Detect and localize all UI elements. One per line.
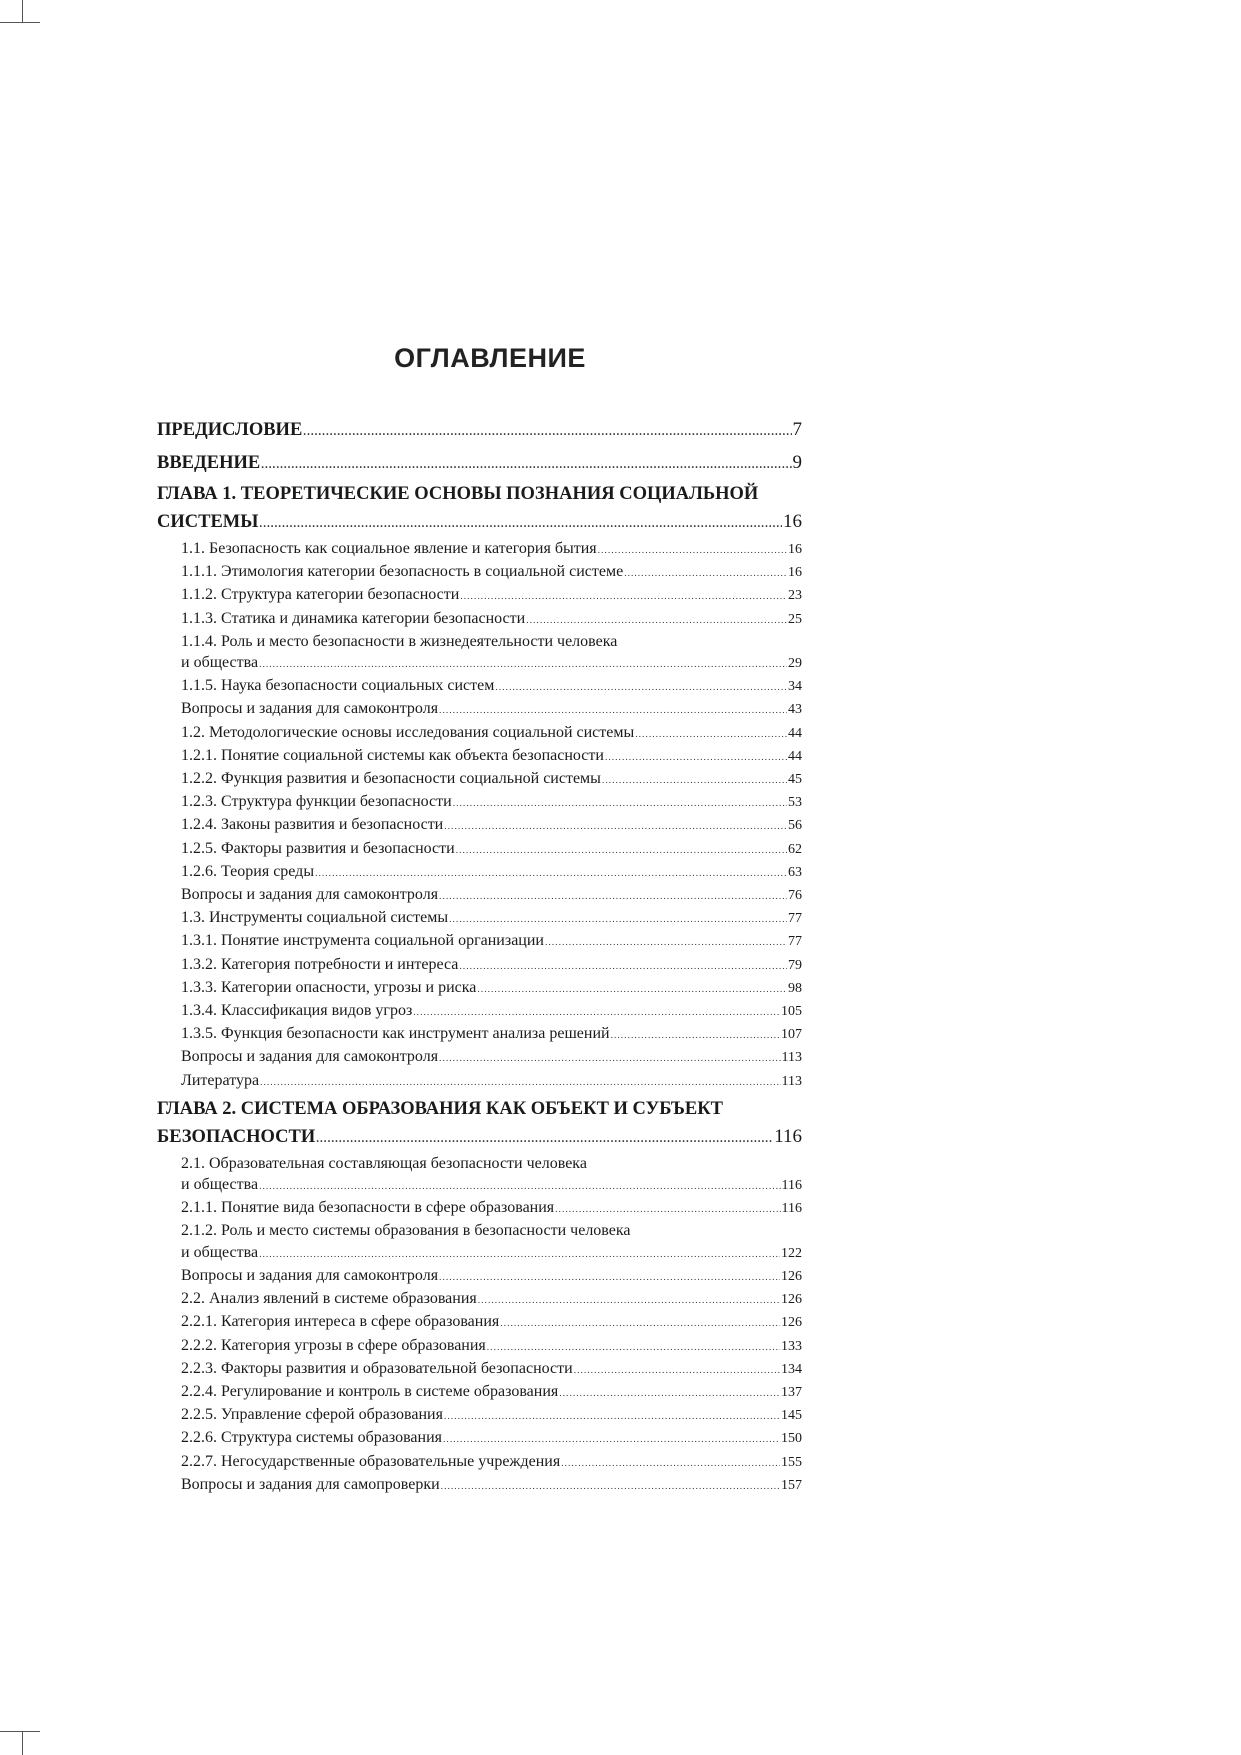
- dot-leader: [259, 1244, 780, 1265]
- toc-entry-title: 1.2.1. Понятие социальной системы как объекта безопасности: [181, 746, 604, 764]
- toc-entry-page-number: 23: [788, 588, 802, 604]
- dot-leader: [605, 747, 787, 768]
- dot-leader: [444, 816, 787, 837]
- dot-leader: [574, 1360, 780, 1381]
- toc-entry-title: 2.2. Анализ явлений в системе образования: [181, 1290, 477, 1308]
- toc-entry-page-number: 133: [781, 1338, 802, 1354]
- dot-leader: [635, 724, 787, 745]
- toc-section-entry[interactable]: [157, 698, 802, 721]
- crop-mark: [0, 22, 40, 23]
- toc-entry-title: 1.2.4. Законы развития и безопасности: [181, 816, 444, 834]
- toc-section-entry[interactable]: [157, 1153, 802, 1197]
- toc-entry-page-number: 126: [781, 1315, 802, 1331]
- toc-entry-page-number: 116: [781, 1178, 802, 1194]
- toc-entry-title: 1.2.6. Теория среды: [181, 862, 315, 880]
- toc-entry-title: Вопросы и задания для самоконтроля: [181, 886, 439, 904]
- toc-section-entry[interactable]: [157, 791, 802, 814]
- toc-entry-page-number: 113: [781, 1050, 802, 1066]
- dot-leader: [460, 586, 787, 607]
- toc-entry-title-first-line: 2.1.2. Роль и место системы образования в безопасности человека: [181, 1222, 631, 1240]
- toc-entry-title-first-line: ГЛАВА 2. СИСТЕМА ОБРАЗОВАНИЯ КАК ОБЪЕКТ И СУБЪЕКТ: [157, 1098, 724, 1119]
- toc-entry-page-number: 44: [788, 725, 802, 741]
- toc-entry-page-number: 9: [792, 452, 802, 473]
- toc-entry-page-number: 53: [788, 795, 802, 811]
- dot-leader: [602, 770, 787, 791]
- toc-entry-title: 1.1.2. Структура категории безопасности: [181, 586, 460, 604]
- toc-section-entry[interactable]: [157, 1197, 802, 1220]
- toc-entry-page-number: 126: [781, 1292, 802, 1308]
- toc-entry-title: 1.3.3. Категории опасности, угрозы и риска: [181, 978, 477, 996]
- toc-entry-title: Вопросы и задания для самоконтроля: [181, 1048, 439, 1066]
- toc-section-entry[interactable]: [157, 745, 802, 768]
- toc-entry-page-number: 155: [781, 1454, 802, 1470]
- toc-entry-title: Вопросы и задания для самоконтроля: [181, 1266, 439, 1284]
- toc-section-entry[interactable]: [157, 977, 802, 1000]
- toc-entry-title: и общества: [181, 1243, 259, 1261]
- toc-section-entry[interactable]: [157, 1070, 802, 1093]
- crop-mark: [22, 1731, 23, 1755]
- toc-entry-page-number: 43: [788, 702, 802, 718]
- toc-entry-title: 2.2.1. Категория интереса в сфере образования: [181, 1313, 500, 1331]
- toc-entry-title: БЕЗОПАСНОСТИ: [157, 1126, 316, 1147]
- toc-entry-page-number: 62: [788, 841, 802, 857]
- toc-chapter-entry[interactable]: [157, 449, 802, 479]
- dot-leader: [495, 677, 787, 698]
- toc-section-entry[interactable]: [157, 838, 802, 861]
- dot-leader: [555, 1199, 780, 1220]
- dot-leader: [259, 1176, 780, 1197]
- toc-entry-title: 2.2.5. Управление сферой образования: [181, 1406, 443, 1424]
- dot-leader: [561, 1453, 780, 1474]
- toc-entry-title: 2.1.1. Понятие вида безопасности в сфере образования: [181, 1199, 555, 1217]
- toc-section-entry[interactable]: [157, 538, 802, 561]
- toc-section-entry[interactable]: [157, 861, 802, 884]
- toc-entry-page-number: 29: [788, 656, 802, 672]
- dot-leader: [315, 863, 787, 884]
- toc-section-entry[interactable]: [157, 1451, 802, 1474]
- dot-leader: [477, 979, 787, 1000]
- toc-entry-page-number: 137: [781, 1384, 802, 1400]
- dot-leader: [316, 1126, 773, 1153]
- toc-entry-title: 1.2.3. Структура функции безопасности: [181, 793, 452, 811]
- toc-entry-page-number: 16: [783, 511, 802, 532]
- toc-section-entry[interactable]: [157, 768, 802, 791]
- toc-section-entry[interactable]: [157, 1474, 802, 1497]
- dot-leader: [261, 452, 791, 479]
- toc-entry-title: СИСТЕМЫ: [157, 512, 259, 532]
- toc-chapter-entry[interactable]: [157, 1096, 802, 1153]
- toc-entry-page-number: 56: [788, 818, 802, 834]
- toc-entry-title: и общества: [181, 1176, 259, 1194]
- toc-entry-title: ПРЕДИСЛОВИЕ: [157, 420, 303, 440]
- toc-section-entry[interactable]: [157, 1381, 802, 1404]
- toc-section-entry[interactable]: [157, 608, 802, 631]
- toc-entry-page-number: 122: [781, 1245, 802, 1261]
- dot-leader: [303, 419, 791, 446]
- dot-leader: [260, 1072, 780, 1093]
- toc-section-entry[interactable]: [157, 1311, 802, 1334]
- dot-leader: [456, 840, 787, 861]
- toc-entry-page-number: 126: [781, 1268, 802, 1284]
- toc-entry-title: Литература: [181, 1071, 260, 1089]
- toc-section-entry[interactable]: [157, 631, 802, 675]
- toc-entry-page-number: 16: [788, 565, 802, 581]
- toc-entry-title: 1.2. Методологические основы исследования социальной системы: [181, 723, 635, 741]
- toc-section-entry[interactable]: [157, 675, 802, 698]
- dot-leader: [439, 700, 787, 721]
- toc-entry-page-number: 116: [774, 1125, 802, 1147]
- toc-entry-page-number: 113: [781, 1073, 802, 1089]
- toc-entry-title-first-line: 2.1. Образовательная составляющая безопасности человека: [181, 1154, 587, 1172]
- toc-entry-page-number: 63: [788, 864, 802, 880]
- toc-section-entry[interactable]: [157, 814, 802, 837]
- toc-entry-title-first-line: 1.1.4. Роль и место безопасности в жизнедеятельности человека: [181, 632, 618, 650]
- dot-leader: [545, 932, 787, 953]
- toc-section-entry[interactable]: [157, 1220, 802, 1264]
- dot-leader: [439, 886, 787, 907]
- dot-leader: [478, 1290, 780, 1311]
- toc-section-entry[interactable]: [157, 561, 802, 584]
- dot-leader: [259, 511, 782, 538]
- dot-leader: [449, 909, 787, 930]
- dot-leader: [611, 1025, 780, 1046]
- dot-leader: [453, 793, 787, 814]
- toc-entry-title-first-line: ГЛАВА 1. ТЕОРЕТИЧЕСКИЕ ОСНОВЫ ПОЗНАНИЯ СОЦИАЛЬНОЙ: [157, 484, 759, 504]
- toc-entry-page-number: 150: [781, 1431, 802, 1447]
- toc-section-entry[interactable]: [157, 722, 802, 745]
- crop-mark: [22, 0, 23, 22]
- dot-leader: [500, 1313, 780, 1334]
- toc-entry-title: 1.1. Безопасность как социальное явление и категория бытия: [181, 540, 597, 557]
- toc-entry-page-number: 77: [788, 911, 802, 927]
- toc-entry-title: ВВЕДЕНИЕ: [157, 453, 261, 473]
- toc-entry-title: и общества: [181, 654, 259, 672]
- toc-entry-page-number: 7: [792, 419, 802, 440]
- toc-section-entry[interactable]: [157, 1000, 802, 1023]
- toc-entry-title: 2.2.6. Структура системы образования: [181, 1429, 443, 1447]
- toc-entry-title: 2.2.2. Категория угрозы в сфере образования: [181, 1336, 486, 1354]
- toc-entry-page-number: 76: [788, 888, 802, 904]
- toc-entry-title: 1.3.5. Функция безопасности как инструмент анализа решений: [181, 1025, 610, 1043]
- dot-leader: [441, 1476, 780, 1497]
- dot-leader: [598, 540, 787, 561]
- toc-entry-page-number: 77: [788, 934, 802, 950]
- dot-leader: [443, 1429, 780, 1450]
- toc-entry-title: 1.1.3. Статика и динамика категории безопасности: [181, 609, 526, 627]
- toc-section-entry[interactable]: [157, 1404, 802, 1427]
- dot-leader: [413, 1002, 780, 1023]
- dot-leader: [459, 956, 787, 977]
- toc-section-entry[interactable]: [157, 907, 802, 930]
- toc-section-entry[interactable]: [157, 930, 802, 953]
- toc-entry-page-number: 25: [788, 611, 802, 627]
- toc-section-entry[interactable]: [157, 1265, 802, 1288]
- toc-section-entry[interactable]: [157, 584, 802, 607]
- dot-leader: [624, 563, 787, 584]
- toc-chapter-entry[interactable]: [157, 416, 802, 446]
- table-of-contents: [157, 416, 802, 1497]
- toc-chapter-entry[interactable]: [157, 481, 802, 538]
- toc-section-entry[interactable]: [157, 954, 802, 977]
- toc-entry-page-number: 107: [781, 1027, 802, 1043]
- toc-entry-title: 1.3.4. Классификация видов угроз: [181, 1002, 413, 1020]
- toc-entry-title: 2.2.4. Регулирование и контроль в системе образования: [181, 1382, 559, 1400]
- toc-entry-page-number: 44: [788, 748, 802, 764]
- toc-entry-title: 1.3. Инструменты социальной системы: [181, 909, 449, 927]
- toc-entry-page-number: 98: [788, 980, 802, 996]
- toc-section-entry[interactable]: [157, 1023, 802, 1046]
- dot-leader: [439, 1048, 780, 1069]
- toc-entry-page-number: 105: [781, 1004, 802, 1020]
- toc-entry-page-number: 34: [788, 679, 802, 695]
- dot-leader: [439, 1267, 780, 1288]
- toc-entry-title: 1.3.1. Понятие инструмента социальной организации: [181, 932, 544, 950]
- dot-leader: [259, 654, 787, 675]
- toc-section-entry[interactable]: [157, 1427, 802, 1450]
- toc-entry-title: 1.1.5. Наука безопасности социальных систем: [181, 677, 495, 695]
- toc-entry-page-number: 116: [781, 1201, 802, 1217]
- toc-entry-page-number: 45: [788, 772, 802, 788]
- toc-entry-title: Вопросы и задания для самоконтроля: [181, 700, 439, 718]
- toc-entry-title: 1.2.2. Функция развития и безопасности социальной системы: [181, 770, 601, 788]
- toc-entry-title: Вопросы и задания для самопроверки: [181, 1475, 440, 1493]
- dot-leader: [526, 610, 787, 631]
- page-title: ОГЛАВЛЕНИЕ: [394, 343, 586, 373]
- toc-entry-title: 1.2.5. Факторы развития и безопасности: [181, 839, 455, 857]
- toc-section-entry[interactable]: [157, 1335, 802, 1358]
- toc-section-entry[interactable]: [157, 884, 802, 907]
- toc-section-entry[interactable]: [157, 1358, 802, 1381]
- toc-entry-page-number: 16: [788, 542, 802, 557]
- toc-entry-title: 2.2.7. Негосударственные образовательные учреждения: [181, 1452, 561, 1470]
- toc-entry-page-number: 79: [788, 957, 802, 973]
- dot-leader: [444, 1406, 780, 1427]
- toc-section-entry[interactable]: [157, 1046, 802, 1069]
- toc-entry-title: 1.3.2. Категория потребности и интереса: [181, 955, 459, 973]
- toc-entry-page-number: 145: [781, 1408, 802, 1424]
- crop-mark: [0, 1731, 40, 1732]
- toc-entry-title: 2.2.3. Факторы развития и образовательной безопасности: [181, 1359, 573, 1377]
- toc-entry-page-number: 157: [781, 1477, 802, 1493]
- toc-entry-title: 1.1.1. Этимология категории безопасность в социальной системе: [181, 563, 624, 581]
- dot-leader: [487, 1337, 780, 1358]
- dot-leader: [559, 1383, 780, 1404]
- toc-entry-page-number: 134: [781, 1361, 802, 1377]
- toc-section-entry[interactable]: [157, 1288, 802, 1311]
